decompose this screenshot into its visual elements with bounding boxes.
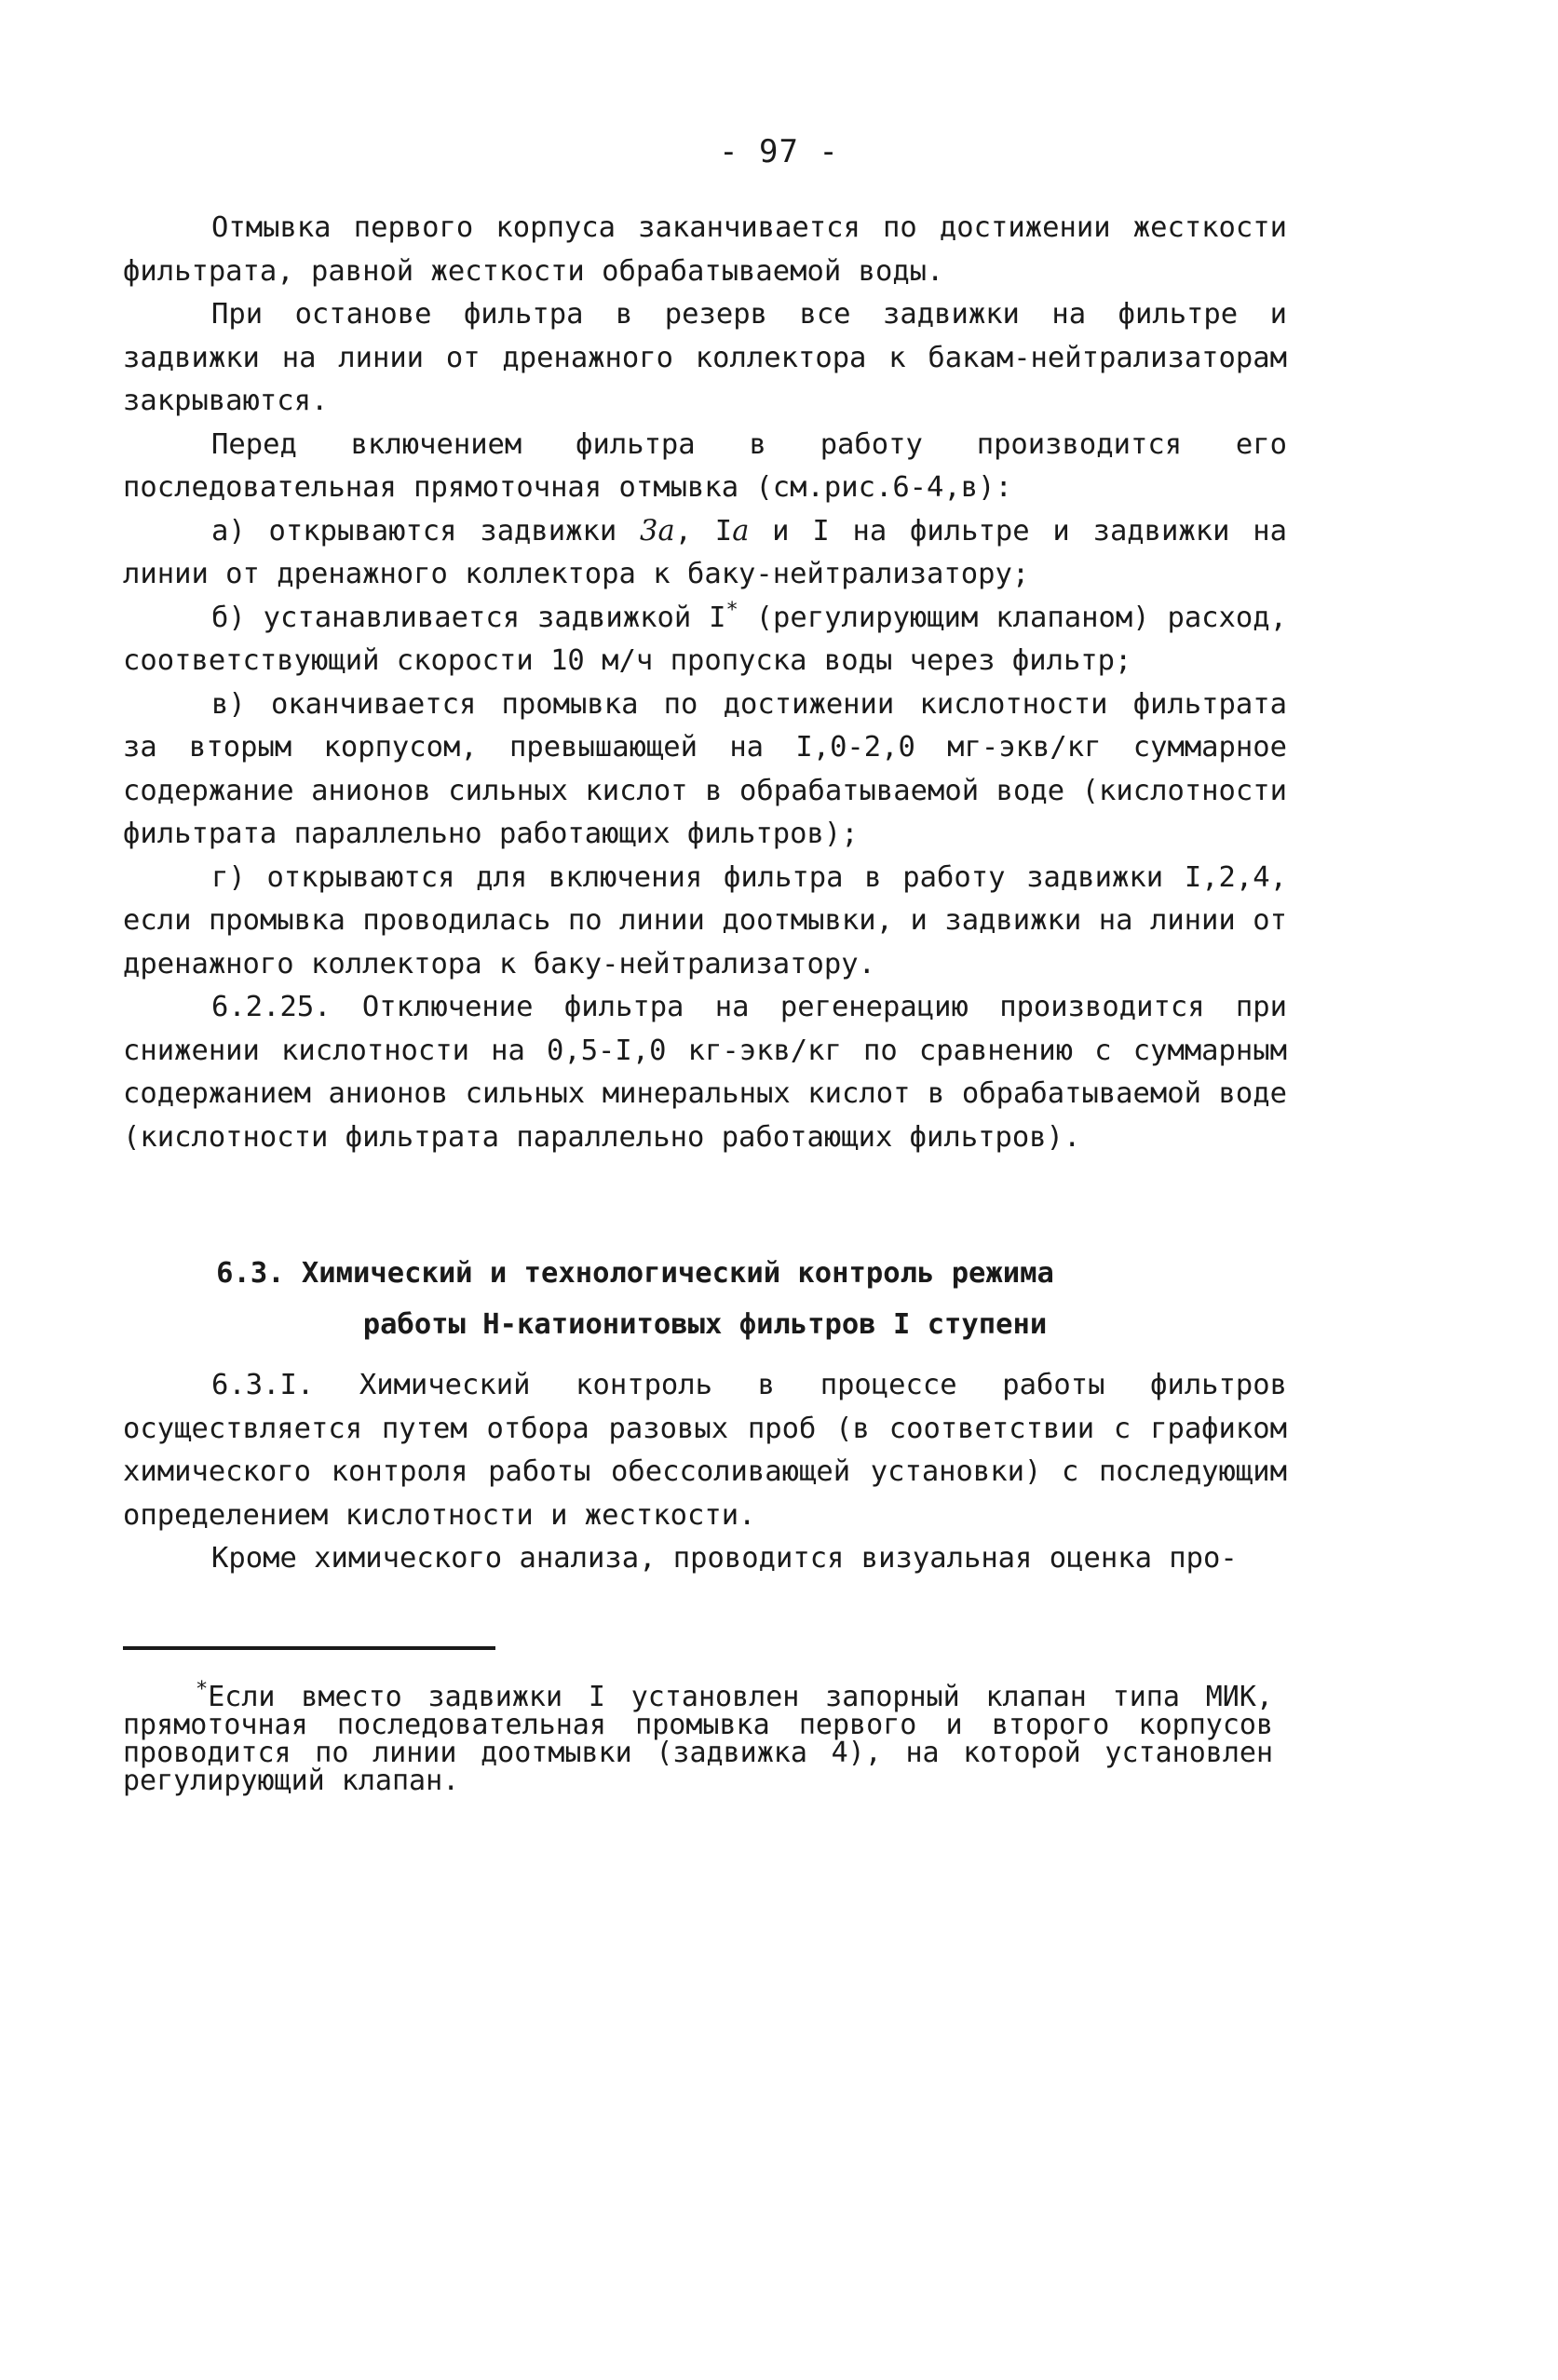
paragraph-wash-first-body: Отмывка первого корпуса заканчивается по достижении жесткости фильтрата, равной жесткости обрабатываемой воды. (123, 211, 1287, 288)
list-item-b-pre: б) устанавливается задвижкой I (211, 601, 726, 634)
list-item-a-mid: , I (674, 514, 733, 548)
section-heading-line2: работы Н-катионитовых фильтров I ступени (362, 1308, 1048, 1341)
footnote-star: * (196, 1678, 209, 1701)
footnote (123, 1678, 1273, 1797)
footnote-marker: * (725, 598, 738, 622)
list-item-b-post: (регулирующим клапаном) расход, соответствующий скорости 10 м/ч пропуска воды через фильтр; (123, 601, 1287, 677)
footnote-body: Если вместо задвижки I установлен запорный клапан типа МИК, прямоточная последовательная промывка первого и второго корпусов проводится по линии доотмывки (задвижка 4), на которой установлен регулирующий клапан. (123, 1681, 1273, 1797)
section-text (123, 1364, 1287, 1581)
paragraph-standby: При останове фильтра в резерв все задвижки на фильтре и задвижки на линии от дренажного коллектора к бакам-нейтрализаторам закрываются. (123, 298, 1287, 417)
paragraph-visual-assessment: Кроме химического анализа, проводится визуальная оценка про- (211, 1542, 1238, 1575)
valve-1a-label: а (732, 514, 750, 548)
paragraph-6-3-1: 6.3.I. Химический контроль в процессе работы фильтров осуществляется путем отбора разовых проб (в соответствии с графиком химического контроля работы обессоливающей установки) с последующим определением кислотности и жесткости. (123, 1369, 1287, 1532)
paragraph-6-2-25: 6.2.25. Отключение фильтра на регенерацию производится при снижении кислотности на 0,5-I,0 кг-экв/кг по сравнению с суммарным содержанием анионов сильных минеральных кислот в обрабатываемой воде (кислотности фильтрата параллельно работающих фильтров). (123, 991, 1287, 1154)
valve-3a-label: 3а (640, 514, 675, 548)
list-item-g: г) открываются для включения фильтра в работу задвижки I,2,4, если промывка проводилась по линии доотмывки, и задвижки на линии от дренажного коллектора к баку-нейтрализатору. (123, 860, 1287, 980)
list-item-v: в) оканчивается промывка по достижении кислотности фильтрата за вторым корпусом, превышающей на I,0-2,0 мг-экв/кг суммарное содержание анионов сильных кислот в обрабатываемой воде (кислотности фильтрата параллельно работающих фильтров); (123, 687, 1287, 850)
main-text (123, 207, 1287, 1159)
paragraph-before-start: Перед включением фильтра в работу производится его последовательная прямоточная отмывка (см.рис.6-4,в): (123, 427, 1287, 504)
list-item-a-post: и I на фильтре и задвижки на линии от дренажного коллектора к баку-нейтрализатору; (123, 514, 1288, 590)
footnote-divider (123, 1646, 495, 1650)
section-heading-line1: 6.3. Химический и технологический контроль режима (216, 1257, 1054, 1290)
page-number: - 97 - (719, 133, 839, 170)
list-item-a (123, 510, 1287, 597)
footnote-text (123, 1678, 1273, 1797)
list-item-a-pre: а) открываются задвижки (211, 514, 641, 548)
list-item-b (123, 597, 1287, 683)
section-heading (123, 1248, 1287, 1350)
